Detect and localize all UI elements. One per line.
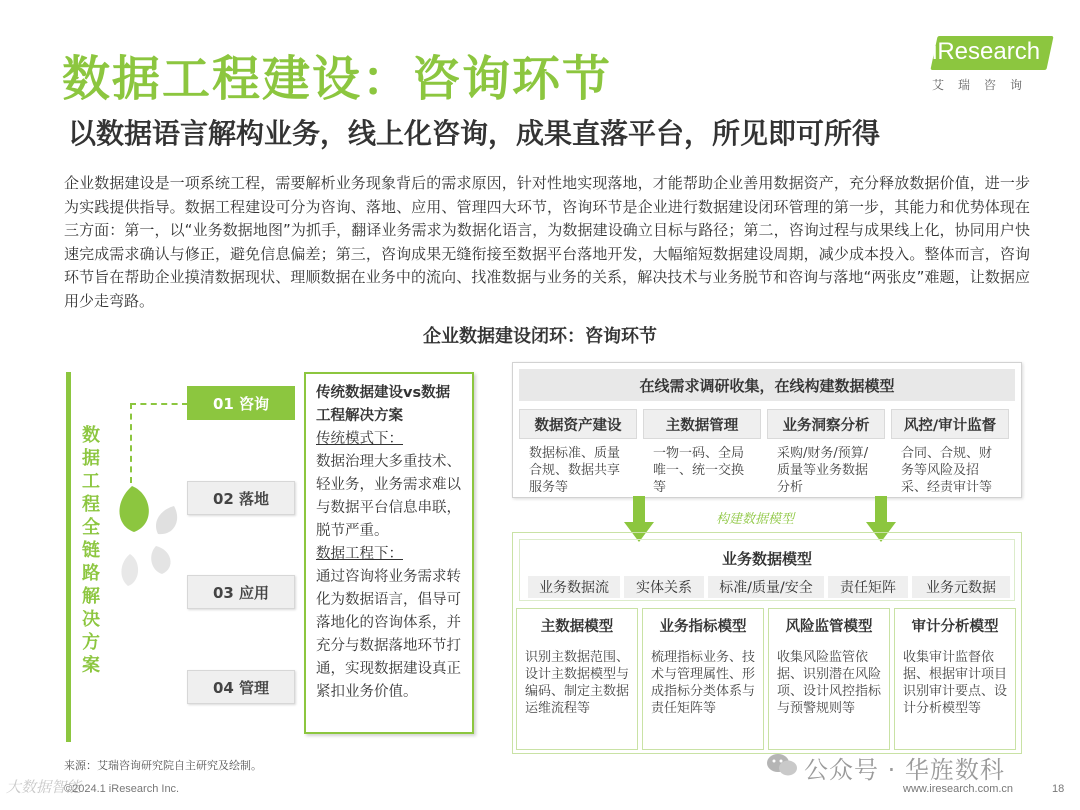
comparison-title: 传统数据建设vs数据工程解决方案	[316, 385, 451, 424]
model-card-title: 审计分析模型	[911, 618, 999, 635]
copyright: ©2024.1 iResearch Inc.	[64, 783, 180, 795]
page-subtitle: 以数据语言解构业务，线上化咨询，成果直落平台，所见即可所得	[68, 117, 881, 150]
business-data-model	[519, 539, 1015, 601]
engineering-body: 通过咨询将业务需求转化为数据语言，倡导可落地化的咨询体系，并充分与数据落地环节打通，实现数据建设真正紧扣业务价值。	[316, 569, 461, 700]
petal-icon	[112, 476, 188, 596]
top-column-title: 风控/审计监督	[891, 409, 1009, 439]
iresearch-logo	[924, 36, 1052, 94]
step-management: 04 管理	[187, 670, 295, 704]
top-column-body: 合同、合规、财务等风险及招采、经责审计等	[901, 446, 993, 495]
watermark-left: 大数据智能	[6, 778, 82, 796]
top-column-title: 业务洞察分析	[767, 409, 885, 439]
watermark-text: 公众号 · 华旌数科	[804, 756, 1005, 784]
model-tag: 实体关系	[624, 576, 704, 598]
requirements-header: 在线需求调研收集，在线构建数据模型	[519, 369, 1015, 401]
page-title: 数据工程建设：咨询环节	[62, 51, 613, 107]
model-card-body: 识别主数据范围、设计主数据模型与编码、制定主数据运维流程等	[525, 650, 630, 716]
logo-subtext: 艾瑞咨询	[932, 78, 1037, 92]
engineering-heading: 数据工程下：	[316, 546, 403, 562]
traditional-body: 数据治理大多重技术、轻业务，业务需求难以与数据平台信息串联，脱节严重。	[316, 454, 461, 539]
business-data-model-title: 业务数据模型	[721, 550, 812, 568]
model-card-title: 主数据模型	[540, 618, 614, 635]
top-column	[643, 409, 761, 496]
comparison-box	[304, 372, 474, 734]
model-tag: 责任矩阵	[828, 576, 908, 598]
model-card	[642, 608, 764, 750]
model-tag: 业务元数据	[912, 576, 1010, 598]
model-card-title: 业务指标模型	[659, 618, 747, 635]
logo-text: iResearch	[932, 38, 1041, 65]
top-column	[519, 409, 637, 496]
model-tag: 业务数据流	[528, 576, 620, 598]
build-model-label: 构建数据模型	[716, 512, 795, 527]
model-card	[516, 608, 638, 750]
top-column-body: 一物一码、全局唯一、统一交换等	[653, 446, 745, 495]
top-column-title: 数据资产建设	[519, 409, 637, 439]
dashed-connector	[130, 403, 188, 483]
model-card-body: 梳理指标业务、技术与管理属性、形成指标分类体系与责任矩阵等	[651, 650, 756, 716]
left-accent-bar	[66, 372, 71, 742]
source-note: 来源：艾瑞咨询研究院自主研究及绘制。	[64, 759, 262, 772]
intro-paragraph: 企业数据建设是一项系统工程，需要解析业务现象背后的需求原因，针对性地实现落地，才能帮助企业善用数据资产，充分释放数据价值，进一步为实践提供指导。数据工程建设可分为咨询、落地、应用、管理四大环节，咨询环节是企业进行数据建设闭环管理的第一步，其能力和优势体现在三方面：第一，以“业务数据地图”为抓手，翻译业务需求为数据化语言，为数据建设确立目标与路径；第二，咨询过程与成果线上化，协同用户快速完成需求确认与修正，避免信息偏差；第三，咨询成果无缝衔接至数据平台落地开发，大幅缩短数据建设周期，减少成本投入。整体而言，咨询环节旨在帮助企业摸清数据现状、理顺数据在业务中的流向、找准数据与业务的关系，解决技术与业务脱节和咨询与落地“两张皮”难题，让数据应用少走弯路。	[64, 174, 1030, 310]
model-tag: 标准/质量/安全	[708, 576, 824, 598]
top-column-body: 采购/财务/预算/质量等业务数据分析	[777, 446, 869, 495]
footer-url: www.iresearch.com.cn	[903, 783, 1014, 795]
traditional-heading: 传统模式下：	[316, 431, 403, 447]
model-card-title: 风险监管模型	[785, 618, 873, 635]
top-column	[767, 409, 885, 496]
top-column	[891, 409, 1009, 496]
step-consulting: 01 咨询	[187, 386, 295, 420]
model-card	[894, 608, 1016, 750]
step-application: 03 应用	[187, 575, 295, 609]
model-card	[768, 608, 890, 750]
vertical-title: 数据工程全链路解决方案	[82, 425, 100, 676]
step-landing: 02 落地	[187, 481, 295, 515]
top-column-body: 数据标准、质量合规、数据共享服务等	[529, 446, 621, 495]
requirements-panel	[512, 362, 1022, 498]
wechat-icon	[766, 752, 798, 778]
page-number: 18	[1052, 783, 1065, 795]
model-card-body: 收集风险监管依据、识别潜在风险项、设计风控指标与预警规则等	[777, 650, 882, 716]
section-title: 企业数据建设闭环：咨询环节	[423, 326, 657, 347]
top-column-title: 主数据管理	[643, 409, 761, 439]
model-card-body: 收集审计监督依据、根据审计项目识别审计要点、设计分析模型等	[903, 650, 1008, 716]
